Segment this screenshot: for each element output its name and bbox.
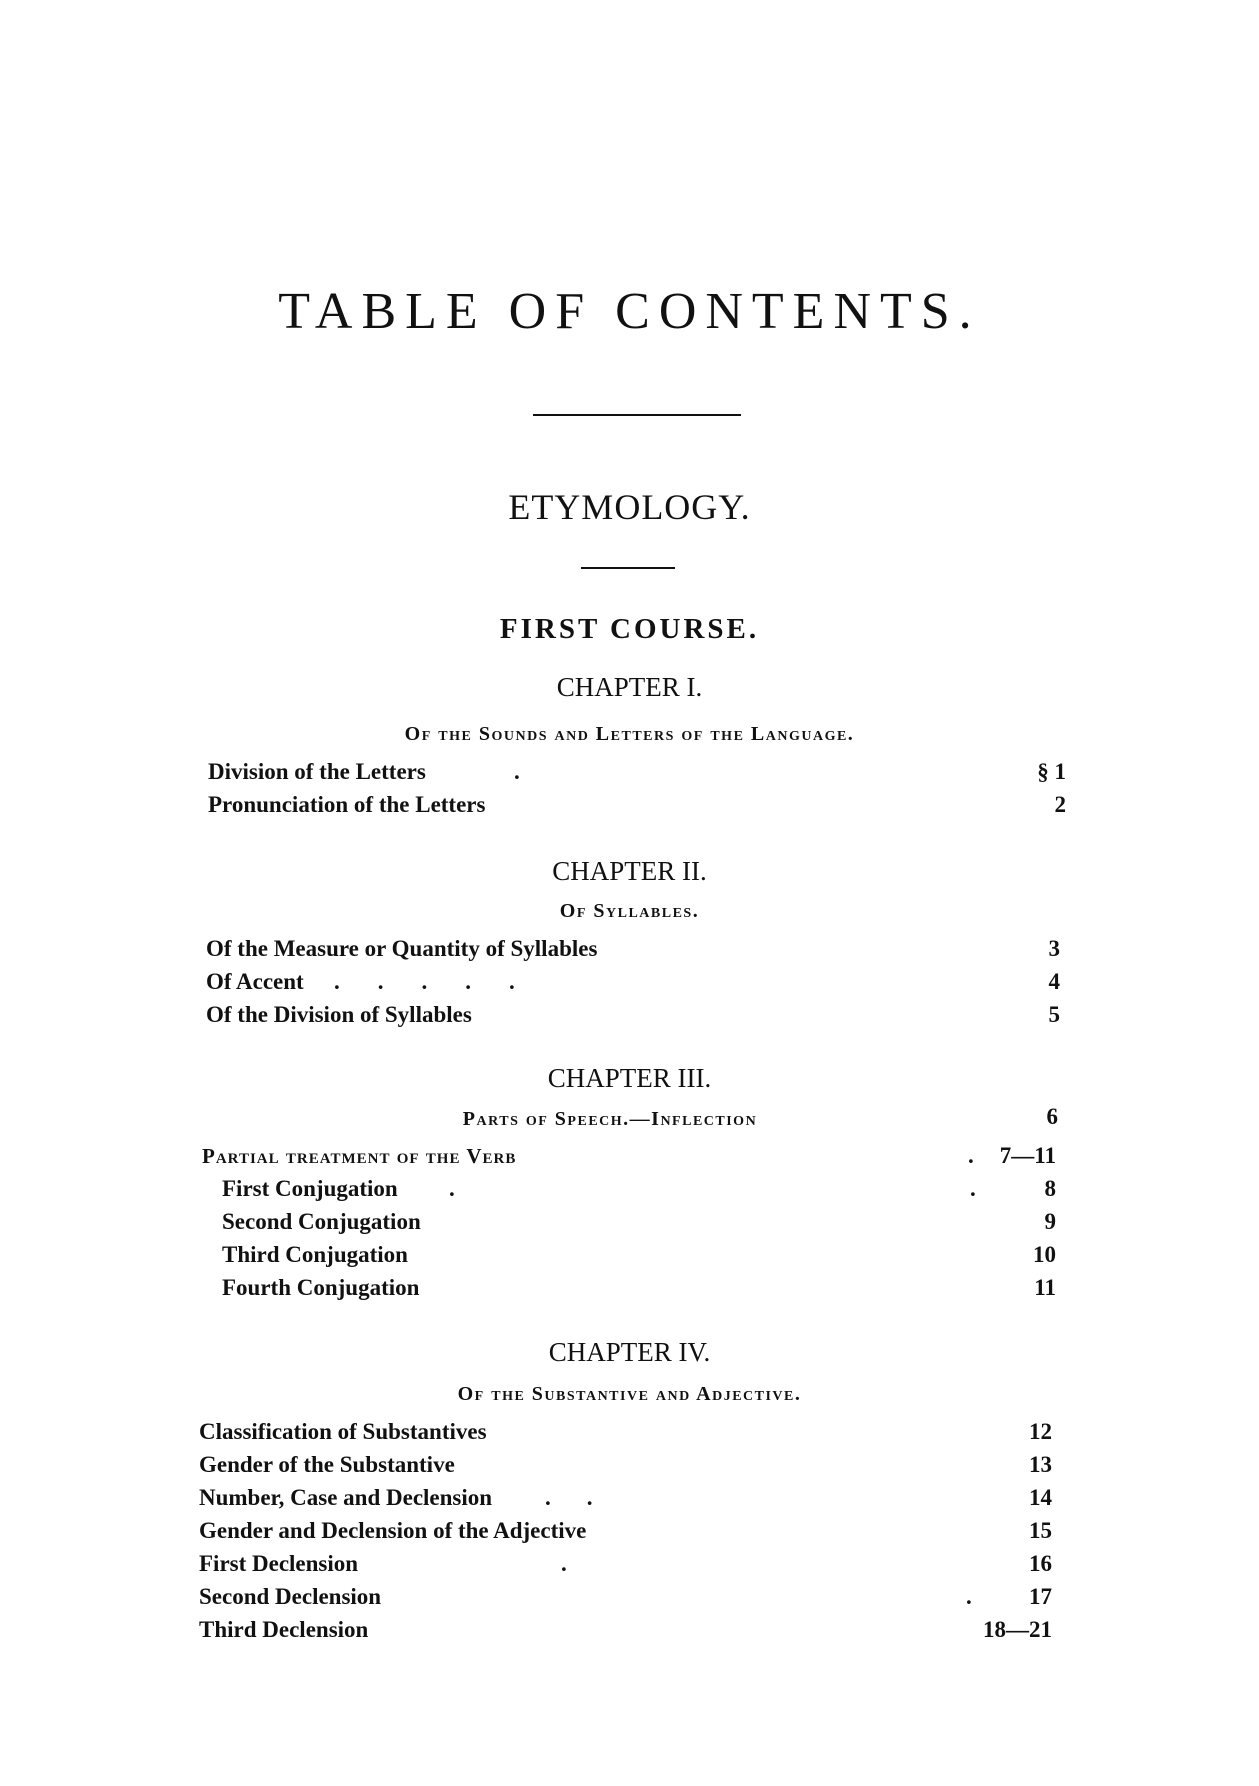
leader-dots: ..... bbox=[334, 969, 553, 994]
toc-ref: 2 bbox=[1054, 792, 1066, 817]
chapter-3-subtitle: Parts of Speech.—Inflection bbox=[462, 1108, 758, 1130]
leader-dot: . bbox=[514, 759, 520, 784]
toc-ref: 17 bbox=[1029, 1584, 1052, 1609]
toc-entry-third-declension: Third Declension bbox=[199, 1617, 369, 1642]
toc-ref: 14 bbox=[1029, 1485, 1052, 1510]
toc-entry-number-case-declension: Number, Case and Declension bbox=[199, 1485, 493, 1510]
toc-entry-first-declension: First Declension bbox=[199, 1551, 359, 1576]
toc-entry-measure-quantity: Of the Measure or Quantity of Syllables bbox=[206, 936, 598, 961]
toc-ref: 16 bbox=[1029, 1551, 1052, 1576]
toc-entry-fourth-conjugation: Fourth Conjugation bbox=[222, 1275, 420, 1300]
page-title: TABLE OF CONTENTS. bbox=[278, 283, 981, 340]
toc-entry-classification-substantives: Classification of Substantives bbox=[199, 1419, 487, 1444]
toc-ref: 13 bbox=[1029, 1452, 1052, 1477]
chapter-3-heading: CHAPTER III. bbox=[547, 1063, 712, 1093]
toc-entry-second-conjugation: Second Conjugation bbox=[222, 1209, 421, 1234]
leader-dots: .. bbox=[545, 1485, 629, 1510]
toc-entry-pronunciation: Pronunciation of the Letters bbox=[208, 792, 486, 817]
toc-ref: 6 bbox=[1046, 1104, 1058, 1129]
toc-ref: 18—21 bbox=[983, 1617, 1052, 1642]
toc-ref: 3 bbox=[1048, 936, 1060, 961]
toc-entry-first-conjugation: First Conjugation bbox=[222, 1176, 398, 1201]
toc-ref: 15 bbox=[1029, 1518, 1052, 1543]
chapter-1-subtitle: Of the Sounds and Letters of the Language. bbox=[404, 723, 855, 745]
toc-ref: 9 bbox=[1044, 1209, 1056, 1234]
toc-entry-second-declension: Second Declension bbox=[199, 1584, 382, 1609]
toc-ref: 5 bbox=[1048, 1002, 1060, 1027]
section-divider bbox=[581, 567, 675, 569]
chapter-4-subtitle: Of the Substantive and Adjective. bbox=[457, 1383, 802, 1405]
chapter-2-subtitle: Of Syllables. bbox=[559, 900, 700, 922]
leader-dot: . bbox=[561, 1551, 567, 1576]
toc-entry-third-conjugation: Third Conjugation bbox=[222, 1242, 408, 1267]
toc-ref: 7—11 bbox=[999, 1143, 1056, 1168]
toc-entry-partial-treatment-verb: Partial treatment of the Verb bbox=[202, 1144, 517, 1168]
toc-entry-division-syllables: Of the Division of Syllables bbox=[206, 1002, 472, 1027]
toc-ref: § 1 bbox=[1037, 759, 1066, 784]
toc-ref: 8 bbox=[1044, 1176, 1056, 1201]
toc-ref: 12 bbox=[1029, 1419, 1052, 1444]
toc-entry-gender-substantive: Gender of the Substantive bbox=[199, 1452, 455, 1477]
chapter-1-heading: CHAPTER I. bbox=[556, 672, 703, 702]
toc-entry-accent: Of Accent bbox=[206, 969, 304, 994]
section-title: ETYMOLOGY. bbox=[508, 487, 751, 527]
toc-entry-gender-declension-adjective: Gender and Declension of the Adjective bbox=[199, 1518, 587, 1543]
course-title: FIRST COURSE. bbox=[499, 613, 760, 645]
leader-dot: . bbox=[449, 1176, 455, 1201]
leader-dot: . bbox=[966, 1584, 972, 1609]
leader-dot: . bbox=[970, 1176, 976, 1201]
toc-entry-division-of-letters: Division of the Letters bbox=[208, 759, 426, 784]
toc-ref: 4 bbox=[1048, 969, 1060, 994]
chapter-4-heading: CHAPTER IV. bbox=[548, 1337, 711, 1367]
chapter-2-heading: CHAPTER II. bbox=[552, 856, 707, 886]
toc-ref: 10 bbox=[1033, 1242, 1056, 1267]
toc-ref: 11 bbox=[1034, 1275, 1056, 1300]
leader-dot: . bbox=[968, 1143, 974, 1168]
title-divider bbox=[533, 414, 741, 416]
